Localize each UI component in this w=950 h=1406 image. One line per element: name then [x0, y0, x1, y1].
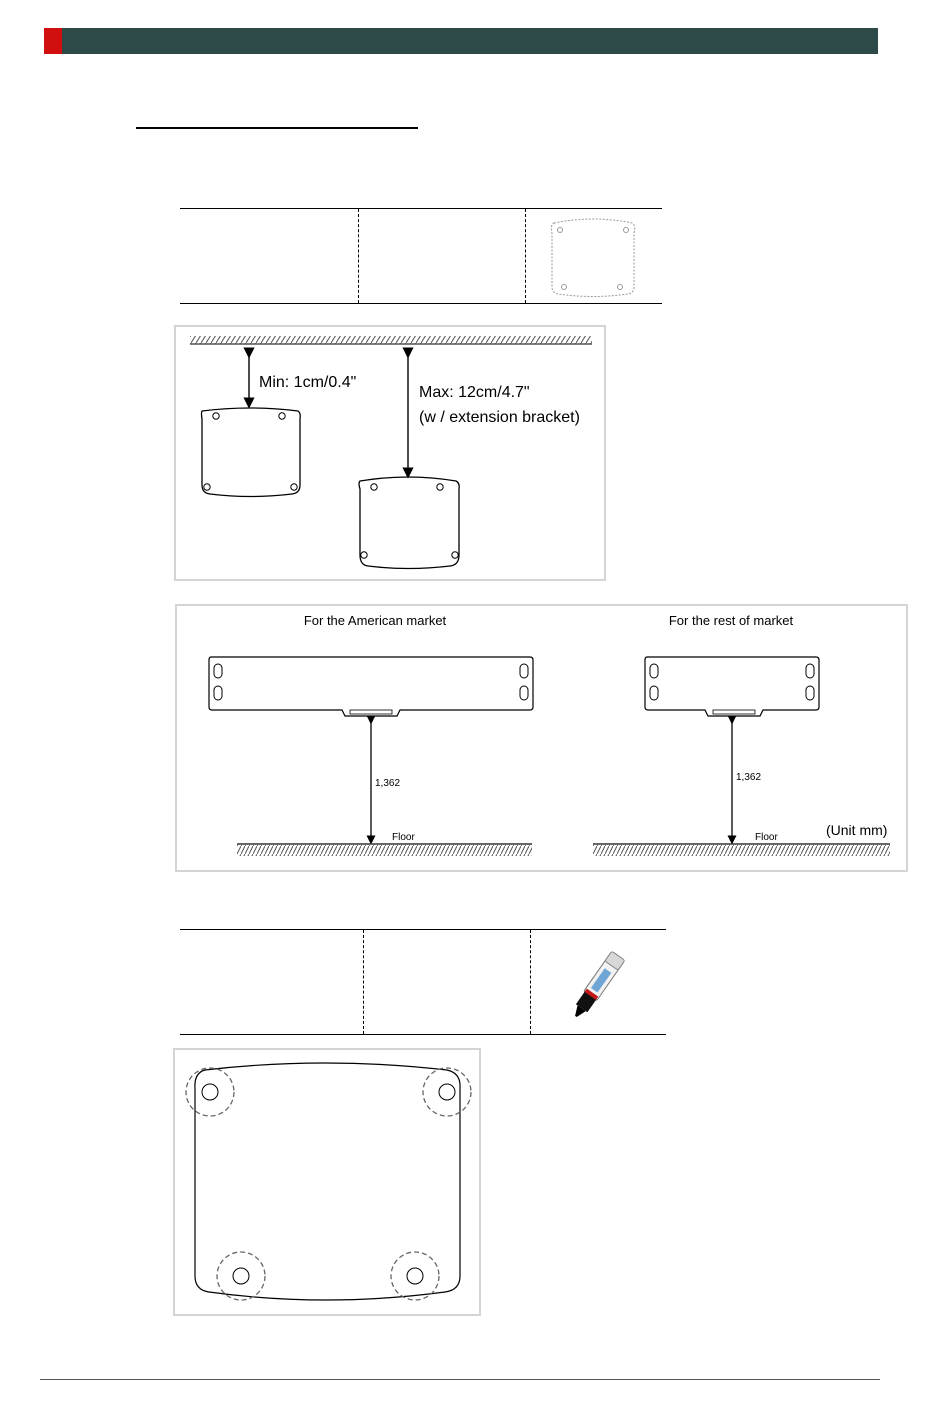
parts-table-1 — [180, 208, 662, 304]
american-bracket-icon — [209, 657, 533, 716]
american-floor-label: Floor — [392, 832, 415, 843]
clearance-diagram — [176, 327, 604, 579]
american-market-title: For the American market — [303, 613, 447, 628]
mounting-plate-outline — [195, 1063, 460, 1300]
max-label: Max: 12cm/4.7" — [419, 384, 530, 401]
unit-label: (Unit mm) — [826, 822, 888, 838]
rest-height-value: 1,362 — [736, 772, 762, 783]
marking-template-diagram — [175, 1050, 479, 1314]
rest-market-title: For the rest of market — [668, 613, 794, 628]
ceiling-clearance-figure — [174, 325, 606, 581]
header-accent — [44, 28, 62, 54]
table-2-divider-2 — [530, 930, 531, 1034]
max-note: (w / extension bracket) — [419, 409, 580, 426]
marking-template-figure — [173, 1048, 481, 1316]
table-1-divider-1 — [358, 209, 359, 303]
american-height-value: 1,362 — [375, 778, 401, 789]
min-label: Min: 1cm/0.4" — [259, 374, 357, 391]
rest-floor-hatch — [593, 845, 890, 856]
plate-thumbnail-icon — [548, 215, 638, 297]
mounting-height-figure — [175, 604, 908, 872]
plate-large-icon — [359, 477, 459, 569]
marker-pen-icon — [560, 938, 640, 1026]
footer-rule — [40, 1379, 880, 1380]
table-1-divider-2 — [525, 209, 526, 303]
rest-floor-label: Floor — [755, 832, 778, 843]
ceiling-hatch — [190, 336, 592, 344]
plate-small-icon — [202, 408, 301, 497]
parts-table-2 — [180, 929, 666, 1035]
mounting-height-diagram — [177, 606, 906, 870]
rest-bracket-icon — [645, 657, 819, 716]
section-title-underline — [136, 127, 418, 129]
table-2-divider-1 — [363, 930, 364, 1034]
header-bar — [44, 28, 878, 54]
american-floor-hatch — [237, 845, 532, 856]
